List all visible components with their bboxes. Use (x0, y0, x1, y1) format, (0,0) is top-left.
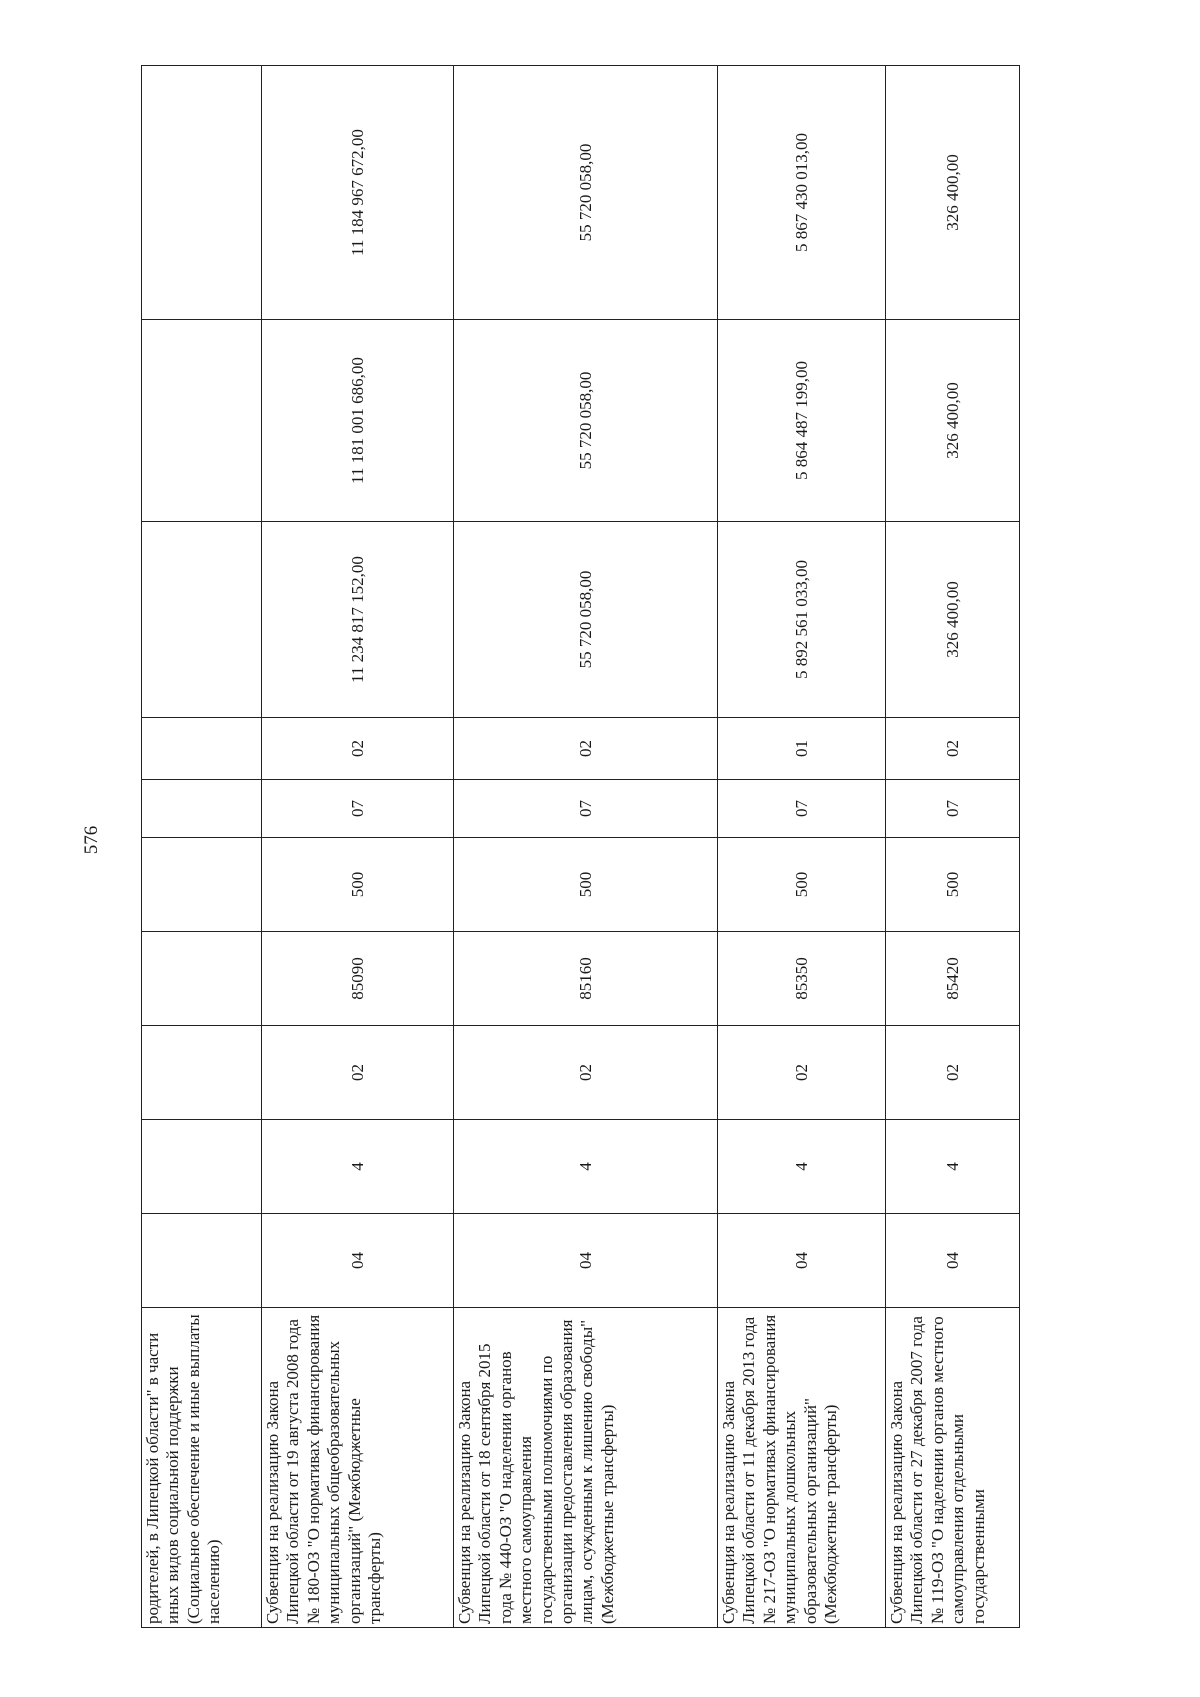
row-description: родителей, в Липецкой области" в части иных видов социальной поддержки (Социальное обеспечение и иные выплаты населению) (142, 1308, 262, 1628)
amount-year-3: 11 184 967 672,00 (262, 66, 454, 320)
amount-year-1: 326 400,00 (886, 522, 1020, 718)
chapter-code: 07 (262, 780, 454, 838)
program-code (142, 1120, 262, 1214)
subsection-code: 02 (454, 718, 718, 780)
subsection-code (142, 718, 262, 780)
chapter-code: 07 (886, 780, 1020, 838)
table-row (454, 66, 718, 1628)
chapter-code: 07 (454, 780, 718, 838)
subsection-code: 01 (718, 718, 886, 780)
program-code: 4 (886, 1120, 1020, 1214)
chapter-code: 07 (718, 780, 886, 838)
amount-year-2: 5 864 487 199,00 (718, 320, 886, 522)
row-description: Субвенция на реализацию Закона Липецкой области от 11 декабря 2013 года № 217-ОЗ "О нормативах финансирования муниципальных дошкольных образовательных организаций" (Межбюджетные трансферты) (718, 1308, 886, 1628)
section-code: 04 (718, 1214, 886, 1308)
amount-year-3: 5 867 430 013,00 (718, 66, 886, 320)
expense-type-code: 500 (454, 838, 718, 932)
subprogram-code: 02 (886, 1026, 1020, 1120)
row-description: Субвенция на реализацию Закона Липецкой области от 27 декабря 2007 года № 119-ОЗ "О наделении органов местного самоуправления отдельными государственными (886, 1308, 1020, 1628)
amount-year-2 (142, 320, 262, 522)
subprogram-code: 02 (262, 1026, 454, 1120)
section-code: 04 (454, 1214, 718, 1308)
section-code (142, 1214, 262, 1308)
direction-code: 85090 (262, 932, 454, 1026)
section-code: 04 (262, 1214, 454, 1308)
amount-year-2: 11 181 001 686,00 (262, 320, 454, 522)
amount-year-2: 55 720 058,00 (454, 320, 718, 522)
subprogram-code: 02 (718, 1026, 886, 1120)
amount-year-2: 326 400,00 (886, 320, 1020, 522)
expense-type-code: 500 (886, 838, 1020, 932)
table-row (718, 66, 886, 1628)
amount-year-1: 11 234 817 152,00 (262, 522, 454, 718)
expense-type-code: 500 (718, 838, 886, 932)
row-description: Субвенция на реализацию Закона Липецкой области от 18 сентября 2015 года № 440-ОЗ "О наделении органов местного самоуправления государственными полномочиями по организации предоставления образования лицам, осужденным к лишению свободы" (Межбюджетные трансферты) (454, 1308, 718, 1628)
direction-code: 85350 (718, 932, 886, 1026)
budget-table-rotated (141, 66, 1019, 1628)
section-code: 04 (886, 1214, 1020, 1308)
subsection-code: 02 (262, 718, 454, 780)
row-description: Субвенция на реализацию Закона Липецкой области от 19 августа 2008 года № 180-ОЗ "О нормативах финансирования муниципальных общеобразовательных организаций" (Межбюджетные трансферты) (262, 1308, 454, 1628)
amount-year-3: 326 400,00 (886, 66, 1020, 320)
chapter-code (142, 780, 262, 838)
program-code: 4 (454, 1120, 718, 1214)
amount-year-3: 55 720 058,00 (454, 66, 718, 320)
subprogram-code (142, 1026, 262, 1120)
direction-code: 85160 (454, 932, 718, 1026)
table-row (262, 66, 454, 1628)
amount-year-1 (142, 522, 262, 718)
table-row (886, 66, 1020, 1628)
expense-type-code: 500 (262, 838, 454, 932)
direction-code (142, 932, 262, 1026)
expense-type-code (142, 838, 262, 932)
table-row (142, 66, 262, 1628)
budget-table (141, 65, 1020, 1628)
program-code: 4 (262, 1120, 454, 1214)
amount-year-1: 5 892 561 033,00 (718, 522, 886, 718)
direction-code: 85420 (886, 932, 1020, 1026)
amount-year-3 (142, 66, 262, 320)
amount-year-1: 55 720 058,00 (454, 522, 718, 718)
subprogram-code: 02 (454, 1026, 718, 1120)
program-code: 4 (718, 1120, 886, 1214)
subsection-code: 02 (886, 718, 1020, 780)
page-number: 576 (81, 825, 102, 855)
